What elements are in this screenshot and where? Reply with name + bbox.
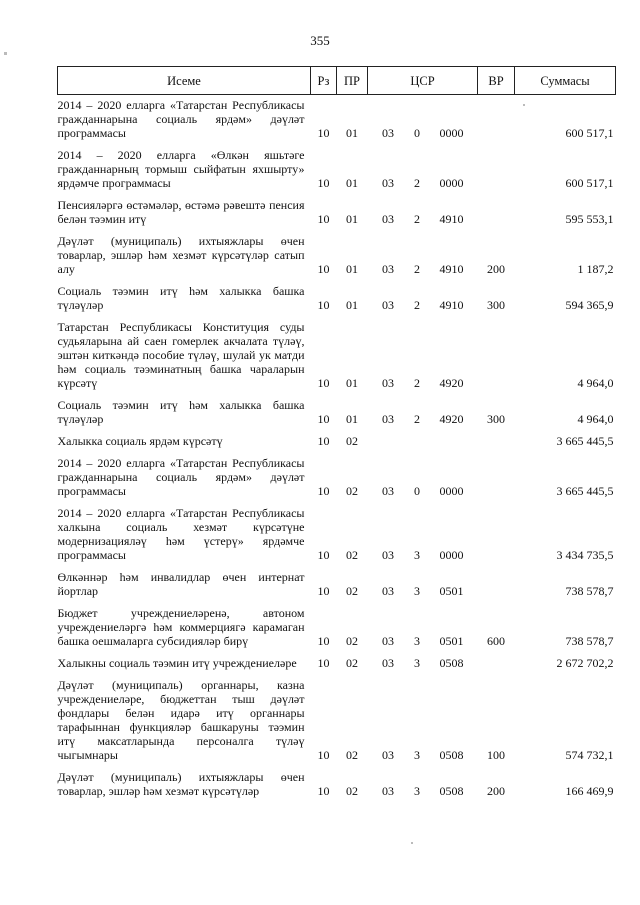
table-row	[58, 231, 616, 281]
row-csr-item: 4910	[439, 262, 464, 276]
row-csr-item: 0000	[439, 548, 464, 562]
scan-dot	[411, 842, 413, 844]
header-csr: ЦСР	[368, 67, 478, 95]
table-row	[58, 653, 616, 675]
row-rz: 10	[317, 176, 330, 190]
row-name: Өлкәннәр һәм инвалидлар өчен интернат йортлар	[57, 570, 305, 598]
table-row	[58, 453, 616, 503]
row-vr	[478, 653, 515, 675]
row-name: Халыкка социаль ярдәм күрсәтү	[57, 434, 223, 448]
table-row	[58, 317, 616, 395]
row-pr: 02	[346, 784, 358, 798]
table-row	[58, 95, 616, 146]
row-rz: 10	[317, 298, 330, 312]
row-pr: 02	[346, 484, 358, 498]
row-vr	[478, 145, 515, 195]
table-row	[58, 675, 616, 767]
row-rz: 10	[317, 656, 330, 670]
row-csr-subprogram: 2	[414, 376, 420, 390]
header-sum: Суммасы	[515, 67, 616, 95]
row-csr-item: 0508	[439, 748, 464, 762]
row-rz: 10	[317, 548, 330, 562]
row-vr	[478, 567, 515, 603]
row-csr-subprogram: 2	[414, 212, 420, 226]
row-csr-subprogram: 3	[414, 748, 420, 762]
row-csr-program	[368, 431, 409, 453]
row-sum: 574 732,1	[565, 748, 614, 762]
row-csr-subprogram: 2	[414, 262, 420, 276]
table-row	[58, 431, 616, 453]
row-name: Социаль тәэмин итү һәм халыкка башка түләүләр	[57, 284, 305, 312]
row-csr-subprogram: 3	[414, 584, 420, 598]
row-sum: 3 665 445,5	[556, 484, 614, 498]
row-pr: 01	[346, 126, 358, 140]
row-name: Дәүләт (муниципаль) ихтыяжлары өчен товарлар, эшләр һәм хезмәт күрсәтүләр сатып алу	[57, 234, 305, 276]
row-vr	[478, 503, 515, 567]
row-rz: 10	[317, 784, 330, 798]
row-csr-item: 0501	[439, 584, 464, 598]
row-name: Татарстан Республикасы Конституция суды судьяларына ай саен гомерлек акчалата түләү, эштән киткәндә пособие түләү, шулай ук матди һәм социаль тәэминатның башка чараларын күрсәтү	[57, 320, 305, 390]
row-name: 2014 – 2020 елларга «Өлкән яшьтәге гражданнарның тормыш сыйфатын яхшырту» ярдәмче программасы	[57, 148, 305, 190]
table-row	[58, 395, 616, 431]
table-row	[58, 567, 616, 603]
header-pr: ПР	[337, 67, 368, 95]
row-csr-item: 4910	[439, 212, 464, 226]
row-csr-program: 03	[382, 376, 394, 390]
row-name: Дәүләт (муниципаль) органнары, казна учреждениеләре, бюджеттан тыш дәүләт фондлары белән идарә итү органнары тарафыннан функцияләр башкаруны тәэмин итү максатларында персоналга түләү чыгымнары	[57, 678, 305, 762]
row-pr: 02	[346, 548, 358, 562]
row-rz: 10	[317, 434, 330, 448]
row-csr-program: 03	[382, 784, 394, 798]
row-rz: 10	[317, 484, 330, 498]
row-name: 2014 – 2020 елларга «Татарстан Республикасы халкына социаль хезмәт күрсәтүне модернизацияләү һәм үстерү» ярдәмче программасы	[57, 506, 305, 562]
row-name: Пенсияләргә өстәмәләр, өстәмә рәвештә пенсия белән тәэмин итү	[57, 198, 305, 226]
table-row	[58, 145, 616, 195]
row-csr-program: 03	[382, 634, 394, 648]
row-csr-program: 03	[382, 298, 394, 312]
row-rz: 10	[317, 748, 330, 762]
row-csr-program: 03	[382, 548, 394, 562]
row-sum: 3 434 735,5	[556, 548, 614, 562]
row-sum: 738 578,7	[565, 634, 614, 648]
row-rz: 10	[317, 212, 330, 226]
table-row	[58, 503, 616, 567]
table-row	[58, 767, 616, 803]
row-csr-item: 0000	[439, 484, 464, 498]
table-row	[58, 195, 616, 231]
row-sum: 600 517,1	[565, 176, 614, 190]
row-csr-program: 03	[382, 484, 394, 498]
row-pr: 01	[346, 212, 358, 226]
row-csr-program: 03	[382, 584, 394, 598]
page-number: 355	[310, 33, 330, 48]
row-vr: 600	[487, 634, 506, 648]
row-sum: 166 469,9	[565, 784, 614, 798]
row-csr-item: 0508	[439, 656, 464, 670]
row-csr-program: 03	[382, 126, 394, 140]
row-pr: 01	[346, 412, 358, 426]
row-name: Халыкны социаль тәэмин итү учреждениеләре	[57, 656, 297, 670]
row-sum: 594 365,9	[565, 298, 614, 312]
row-csr-item: 0000	[439, 126, 464, 140]
row-csr-program: 03	[382, 176, 394, 190]
row-csr-program: 03	[382, 262, 394, 276]
row-sum: 3 665 445,5	[556, 434, 614, 448]
row-rz: 10	[317, 126, 330, 140]
row-sum: 2 672 702,2	[556, 656, 614, 670]
table-row	[58, 603, 616, 653]
row-vr	[478, 95, 515, 146]
row-csr-subprogram	[409, 431, 426, 453]
row-csr-item: 4920	[439, 412, 464, 426]
row-rz: 10	[317, 412, 330, 426]
row-csr-subprogram: 2	[414, 298, 420, 312]
row-pr: 01	[346, 298, 358, 312]
row-vr: 300	[487, 412, 506, 426]
row-pr: 02	[346, 656, 358, 670]
row-csr-item	[426, 431, 478, 453]
row-csr-subprogram: 0	[414, 126, 420, 140]
row-sum: 1 187,2	[577, 262, 614, 276]
row-vr: 100	[487, 748, 506, 762]
row-pr: 02	[346, 584, 358, 598]
row-sum: 4 964,0	[577, 376, 614, 390]
row-pr: 01	[346, 262, 358, 276]
row-csr-subprogram: 3	[414, 656, 420, 670]
row-sum: 738 578,7	[565, 584, 614, 598]
header-vr: ВР	[478, 67, 515, 95]
row-name: Социаль тәэмин итү һәм халыкка башка түләүләр	[57, 398, 305, 426]
row-csr-program: 03	[382, 212, 394, 226]
row-vr: 200	[487, 784, 506, 798]
row-name: 2014 – 2020 елларга «Татарстан Республикасы гражданнарына социаль ярдәм» дәүләт программасы	[57, 98, 305, 140]
row-csr-program: 03	[382, 748, 394, 762]
row-pr: 02	[346, 748, 358, 762]
row-csr-item: 4920	[439, 376, 464, 390]
row-csr-item: 4910	[439, 298, 464, 312]
row-vr	[478, 453, 515, 503]
row-vr	[478, 317, 515, 395]
row-vr	[478, 431, 515, 453]
row-vr	[478, 195, 515, 231]
row-rz: 10	[317, 634, 330, 648]
header-name: Исеме	[58, 67, 311, 95]
row-csr-item: 0000	[439, 176, 464, 190]
row-sum: 595 553,1	[565, 212, 614, 226]
row-sum: 4 964,0	[577, 412, 614, 426]
row-rz: 10	[317, 376, 330, 390]
row-rz: 10	[317, 584, 330, 598]
row-csr-subprogram: 2	[414, 176, 420, 190]
header-rz: Рз	[311, 67, 337, 95]
header-row	[58, 67, 616, 95]
row-name: 2014 – 2020 елларга «Татарстан Республикасы гражданнарына социаль ярдәм» дәүләт программасы	[57, 456, 305, 498]
row-vr: 200	[487, 262, 506, 276]
row-pr: 01	[346, 176, 358, 190]
row-pr: 01	[346, 376, 358, 390]
budget-table	[57, 66, 616, 803]
table-body	[58, 95, 616, 804]
row-csr-item: 0501	[439, 634, 464, 648]
row-name: Дәүләт (муниципаль) ихтыяжлары өчен товарлар, эшләр һәм хезмәт күрсәтүләр	[57, 770, 305, 798]
scan-dot	[4, 52, 7, 55]
row-csr-program: 03	[382, 412, 394, 426]
row-name: Бюджет учреждениеләренә, автоном учреждениеләргә һәм коммерциягә карамаган башка оешмаларга субсидияләр бирү	[57, 606, 305, 648]
row-csr-item: 0508	[439, 784, 464, 798]
row-csr-subprogram: 3	[414, 634, 420, 648]
row-vr: 300	[487, 298, 506, 312]
row-csr-subprogram: 2	[414, 412, 420, 426]
row-csr-program: 03	[382, 656, 394, 670]
row-pr: 02	[346, 434, 358, 448]
row-rz: 10	[317, 262, 330, 276]
row-pr: 02	[346, 634, 358, 648]
row-csr-subprogram: 3	[414, 784, 420, 798]
table-row	[58, 281, 616, 317]
row-csr-subprogram: 3	[414, 548, 420, 562]
row-sum: 600 517,1	[565, 126, 614, 140]
row-csr-subprogram: 0	[414, 484, 420, 498]
